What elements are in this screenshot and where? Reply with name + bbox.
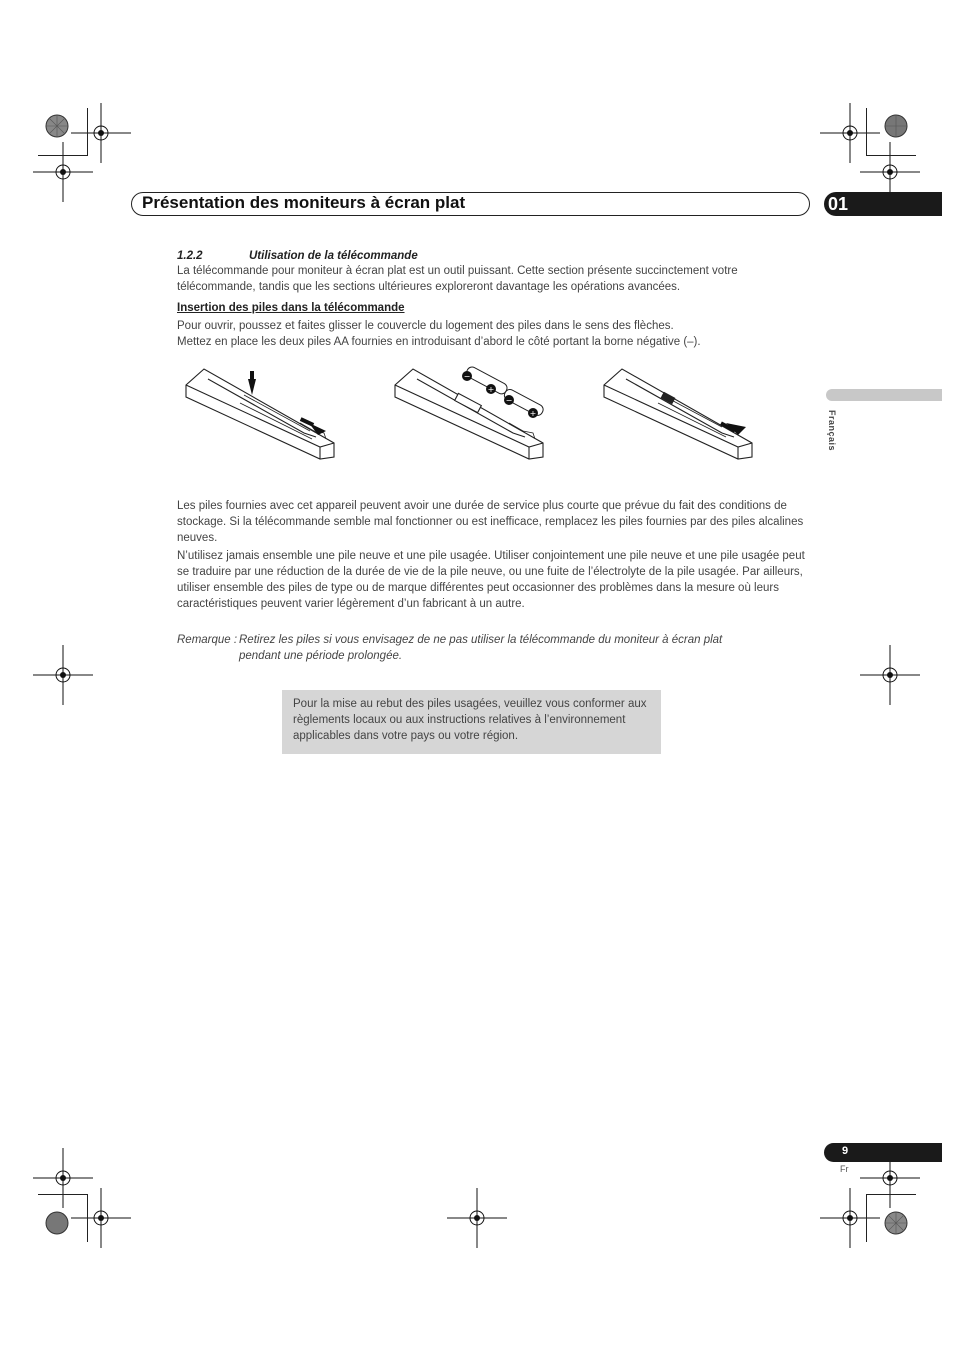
section-number: 1.2.2 bbox=[177, 250, 203, 262]
disposal-notice bbox=[282, 690, 661, 754]
disposal-notice-text: Pour la mise au rebut des piles usagées, veuillez vous conformer aux règlements locaux ou aux instructions relatives à l’environnement applicables dans votre pays ou votre région. bbox=[293, 698, 647, 742]
svg-text:−: − bbox=[463, 372, 471, 381]
remote-illustration-close bbox=[602, 365, 757, 461]
rosette-icon bbox=[45, 1211, 69, 1235]
registration-mark-icon bbox=[33, 142, 93, 202]
svg-text:+: + bbox=[487, 385, 495, 394]
registration-mark-icon bbox=[447, 1188, 507, 1248]
registration-mark-icon bbox=[860, 645, 920, 705]
battery-paragraph-2: N’utilisez jamais ensemble une pile neuve et une pile usagée. Utiliser conjointement une pile neuve et une pile usagée peut se traduire par une réduction de la durée de vie de la pile neuve, ou une fuite de l’électrolyte de la pile usagée. Par ailleurs, utiliser ensemble des piles de type ou de marque différentes peut occasionner des problèmes dans la mesure où leurs caractéristiques peuvent varier légèrement d’un fabricant à un autre. bbox=[177, 550, 805, 610]
section-title: Utilisation de la télécommande bbox=[249, 250, 418, 262]
remote-illustration-batteries bbox=[393, 365, 548, 461]
registration-mark-icon bbox=[33, 645, 93, 705]
remark bbox=[177, 632, 817, 664]
battery-step-2: Mettez en place les deux piles AA fournies en introduisant d’abord le côté portant la borne négative (–). bbox=[177, 336, 701, 348]
section-heading bbox=[177, 250, 418, 262]
svg-text:−: − bbox=[505, 396, 513, 405]
rosette-icon bbox=[884, 1211, 908, 1235]
page-language-code: Fr bbox=[840, 1164, 849, 1174]
registration-mark-icon bbox=[71, 1188, 131, 1248]
registration-mark-icon bbox=[820, 1188, 880, 1248]
language-label: Français bbox=[827, 410, 837, 452]
remark-line-2: pendant une période prolongée. bbox=[239, 650, 403, 662]
rosette-icon bbox=[45, 114, 69, 138]
section-intro: La télécommande pour moniteur à écran plat est un outil puissant. Cette section présente succinctement votre télécommande, tandis que les sections ultérieures exploreront davantage les opérations avancées. bbox=[177, 265, 738, 293]
battery-paragraph-1: Les piles fournies avec cet appareil peuvent avoir une durée de service plus courte que prévue du fait des conditions de stockage. Si la télécommande semble mal fonctionner ou est inefficace, remplacez les piles fournies par des piles alcalines neuves. bbox=[177, 500, 804, 544]
page-title: Présentation des moniteurs à écran plat bbox=[142, 193, 466, 212]
chapter-number: 01 bbox=[828, 194, 849, 214]
rosette-icon bbox=[884, 114, 908, 138]
remote-illustration-open bbox=[184, 365, 339, 461]
svg-text:+: + bbox=[529, 409, 537, 418]
page-number: 9 bbox=[842, 1145, 849, 1157]
remark-line-1: Retirez les piles si vous envisagez de ne pas utiliser la télécommande du moniteur à écran plat bbox=[239, 634, 723, 646]
language-tab bbox=[826, 389, 942, 401]
battery-step-1: Pour ouvrir, poussez et faites glisser le couvercle du logement des piles dans le sens des flèches. bbox=[177, 320, 674, 332]
battery-heading: Insertion des piles dans la télécommande bbox=[177, 302, 405, 314]
remark-label: Remarque : bbox=[177, 634, 238, 646]
